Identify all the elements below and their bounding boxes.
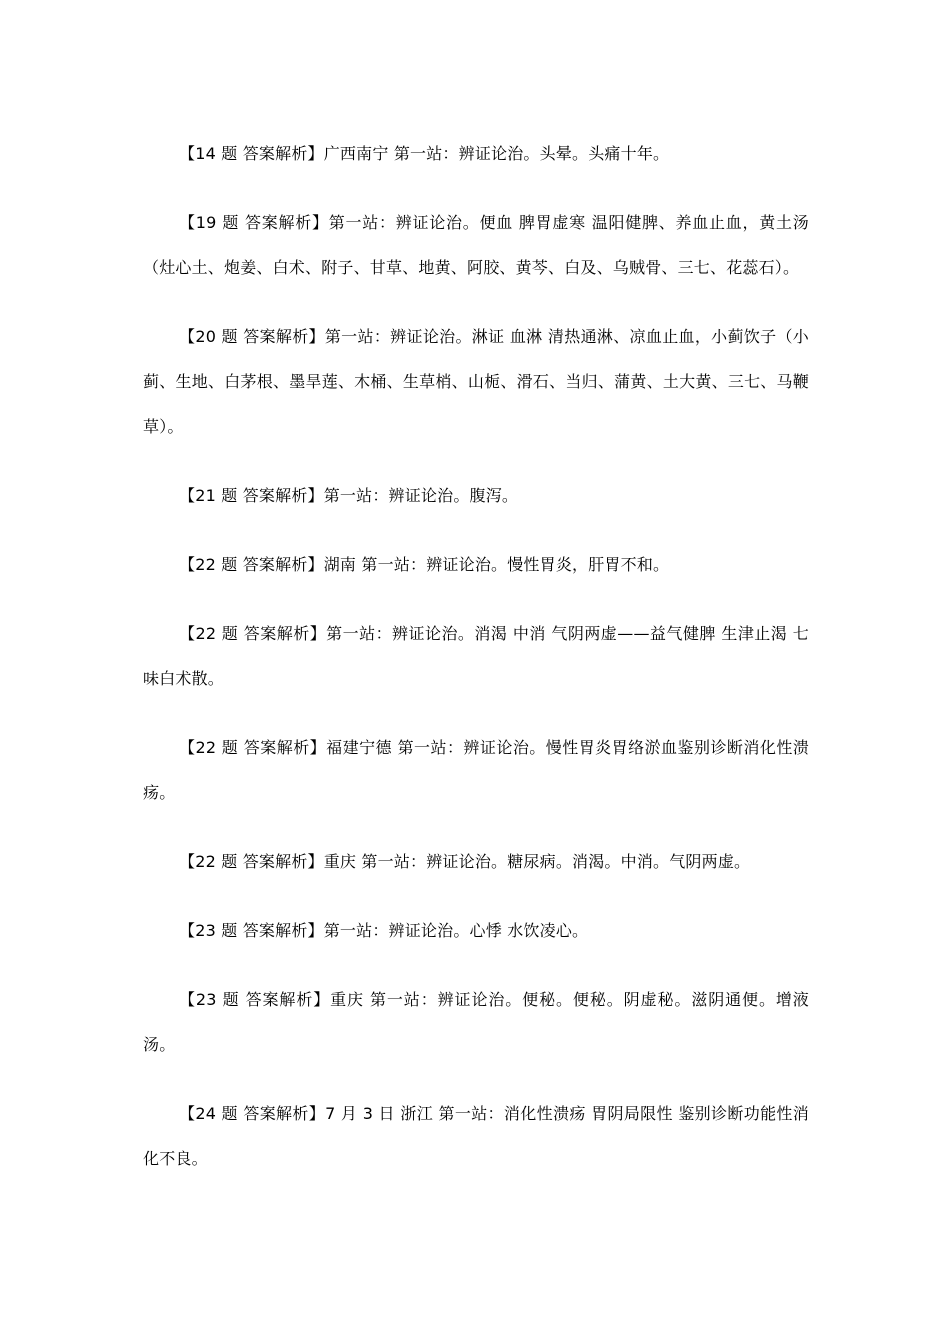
answer-paragraph-q22-xiaoke: 【22 题 答案解析】第一站：辨证论治。消渴 中消 气阴两虚——益气健脾 生津止渴 七味白术散。	[143, 624, 809, 688]
document-body	[143, 131, 809, 1205]
answer-paragraph-q22-fujian: 【22 题 答案解析】福建宁德 第一站：辨证论治。慢性胃炎胃络淤血鉴别诊断消化性溃疡。	[143, 738, 809, 802]
answer-paragraph-q21: 【21 题 答案解析】第一站：辨证论治。腹泻。	[179, 486, 519, 505]
answer-paragraph-q24: 【24 题 答案解析】7 月 3 日 浙江 第一站：消化性溃疡 胃阴局限性 鉴别诊断功能性消化不良。	[143, 1104, 809, 1168]
answer-paragraph-q23-chongqing: 【23 题 答案解析】重庆 第一站：辨证论治。便秘。便秘。阴虚秘。滋阴通便。增液汤。	[143, 990, 809, 1054]
answer-paragraph-q14: 【14 题 答案解析】广西南宁 第一站：辨证论治。头晕。头痛十年。	[179, 144, 670, 163]
answer-paragraph-q22-hunan: 【22 题 答案解析】湖南 第一站：辨证论治。慢性胃炎，肝胃不和。	[179, 555, 670, 574]
answer-paragraph-q19: 【19 题 答案解析】第一站：辨证论治。便血 脾胃虚寒 温阳健脾、养血止血，黄土汤（灶心土、炮姜、白术、附子、甘草、地黄、阿胶、黄芩、白及、乌贼骨、三七、花蕊石）。	[143, 213, 809, 277]
answer-paragraph-q23-xinji: 【23 题 答案解析】第一站：辨证论治。心悸 水饮凌心。	[179, 921, 589, 940]
answer-paragraph-q22-chongqing: 【22 题 答案解析】重庆 第一站：辨证论治。糖尿病。消渴。中消。气阴两虚。	[179, 852, 751, 871]
answer-paragraph-q20: 【20 题 答案解析】第一站：辨证论治。淋证 血淋 清热通淋、凉血止血，小蓟饮子（小蓟、生地、白茅根、墨旱莲、木桶、生草梢、山栀、滑石、当归、蒲黄、土大黄、三七、马鞭草）。	[143, 327, 809, 436]
